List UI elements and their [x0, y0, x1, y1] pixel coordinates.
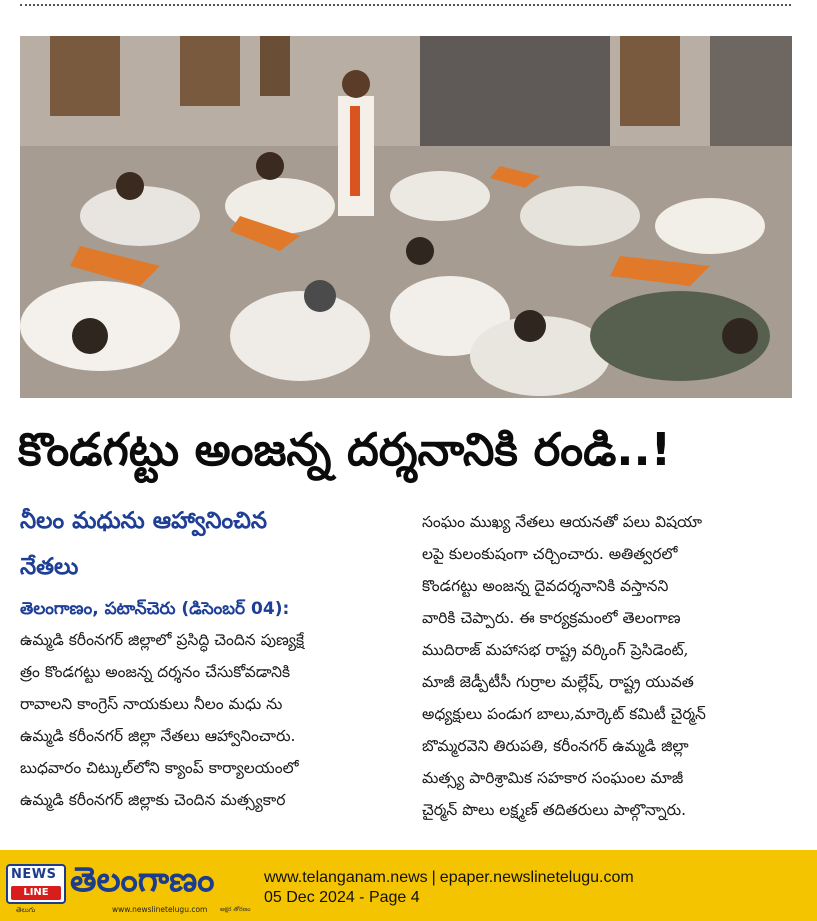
body-line: బుధవారం చిట్కుల్‌లోని క్యాంప్ కార్యాలయంలో: [20, 759, 299, 777]
body-line: బొమ్మరవెని తిరుపతి, కరీంనగర్ ఉమ్మడి జిల్లా: [422, 737, 689, 755]
footer-info: [264, 868, 634, 908]
url-separator: |: [431, 869, 436, 886]
body-line: త్రం కొండగట్టు అంజన్న దర్శనం చేసుకోవడానికి: [20, 663, 291, 681]
subhead-line: నీలం మధును ఆహ్వానించిన: [20, 508, 267, 534]
body-line: ఉమ్మడి కరీంనగర్ జిల్లా నేతలు ఆహ్వానించారు.: [20, 727, 296, 745]
epaper-url-link[interactable]: epaper.newslinetelugu.com: [439, 869, 634, 886]
logo-line-text: LINE: [11, 886, 61, 900]
body-line: ఉమ్మడి కరీంనగర్ జిల్లాకు చెందిన మత్స్యకార: [20, 791, 286, 809]
body-line: వారికి చెప్పారు. ఈ కార్యక్రమంలో తెలంగాణ: [422, 609, 681, 627]
body-line: కొండగట్టు అంజన్న దైవదర్శనానికి వస్తానని: [422, 577, 669, 595]
body-line: అధ్యక్షులు పండుగ బాలు,మార్కెట్ కమిటీ చైర్మన్: [422, 705, 706, 723]
article-body-right: [422, 506, 794, 826]
logo-news-text: NEWS: [11, 867, 57, 882]
footer-bar: [0, 850, 817, 921]
article-right-column: [422, 506, 794, 826]
news-photo-illustration: [20, 36, 792, 398]
body-line: ముదిరాజ్ మహాసభ రాష్ట్ర వర్కింగ్ ప్రెసిడెంట్,: [422, 641, 689, 659]
brand-tagline: అక్షర తోరణం: [220, 906, 251, 913]
body-line: లపై కులంకుషంగా చర్చించారు. అతిత్వరలో: [422, 545, 678, 563]
subhead: [20, 498, 392, 590]
body-line: రావాలని కాంగ్రెస్ నాయకులు నీలం మధు ను: [20, 695, 283, 713]
brand-title[interactable]: తెలంగాణం: [70, 860, 215, 900]
article-body-left: [20, 624, 392, 816]
article-left-column: [20, 498, 392, 816]
body-line: సంఘం ముఖ్య నేతలు ఆయనతో పలు విషయా: [422, 513, 702, 531]
headline: కొండగట్టు అంజన్న దర్శనానికి రండి..!: [18, 423, 672, 476]
body-line: మాజీ జెడ్పీటీసీ గుర్రాల మల్లేష్, రాష్ట్ర యువత: [422, 673, 694, 691]
logo-subtitle: తెలుగు: [16, 906, 36, 914]
dateline: తెలంగాణం, పటాన్‌చెరు (డిసెంబర్ 04):: [20, 599, 290, 619]
newsline-logo[interactable]: [6, 864, 66, 904]
news-photo: [20, 36, 792, 398]
brand-url[interactable]: www.newslinetelugu.com: [112, 905, 208, 914]
subhead-line: నేతలు: [20, 554, 79, 580]
top-dotted-rule: [20, 4, 791, 6]
body-line: మత్స్య పారిశ్రామిక సహకార సంఘంల మాజీ: [422, 769, 684, 787]
site-url-link[interactable]: www.telanganam.news: [264, 869, 428, 886]
body-line: చైర్మన్ పొలు లక్ష్మణ్ తదితరులు పాల్గొన్నారు.: [422, 801, 687, 819]
edition-info: 05 Dec 2024 - Page 4: [264, 889, 420, 906]
body-line: ఉమ్మడి కరీంనగర్ జిల్లాలో ప్రసిద్ధి చెందిన పుణ్యక్షే: [20, 631, 305, 649]
